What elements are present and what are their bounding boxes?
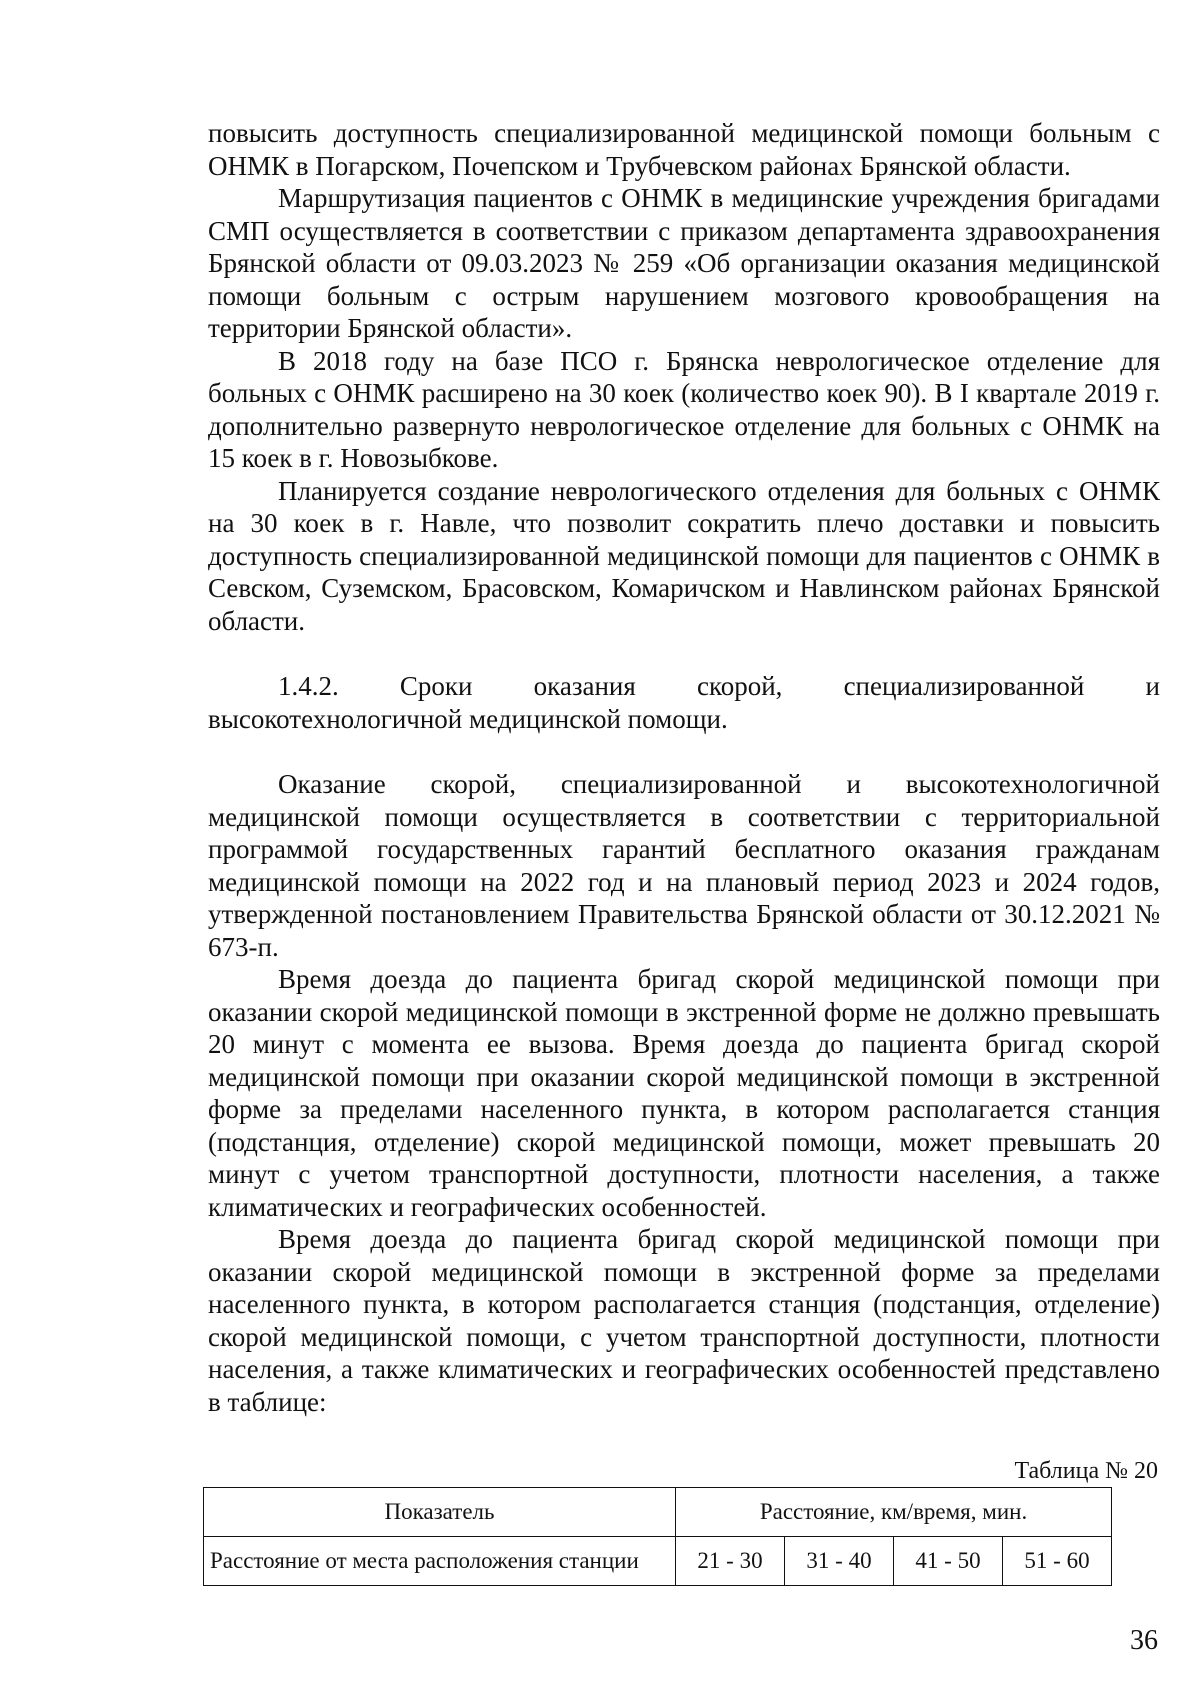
page-number: 36: [1130, 1625, 1158, 1656]
table-header-cell: Расстояние, км/время, мин.: [676, 1488, 1112, 1537]
table-caption: Таблица № 20: [1014, 1458, 1158, 1484]
table-cell: 41 - 50: [894, 1537, 1003, 1586]
paragraph: Время доезда до пациента бригад скорой медицинской помощи при оказании скорой медицинской помощи в экстренной форме за пределами населенного пункта, в котором располагается станция (подстанция, отделение) скорой медицинской помощи, с учетом транспортной доступности, плотности населения, а также климатических и географических особенностей представлено в таблице:: [208, 1224, 1160, 1417]
paragraph: Планируется создание неврологического отделения для больных с ОНМК на 30 коек в г. Навле, что позволит сократить плечо доставки и повысить доступность специализированной медицинской помощи для пациентов с ОНМК в Севском, Суземском, Брасовском, Комаричском и Навлинском районах Брянской области.: [208, 475, 1160, 636]
heading-word: специализированной: [843, 671, 1085, 701]
section-heading-line2: высокотехнологичной медицинской помощи.: [208, 703, 728, 734]
table-header-cell: Показатель: [204, 1488, 676, 1537]
table-row: [204, 1537, 1112, 1586]
table-cell: Расстояние от места расположения станции: [204, 1537, 676, 1586]
table-container: [203, 1487, 1112, 1586]
section-heading-line1: [208, 670, 1160, 703]
table-cell: 51 - 60: [1003, 1537, 1112, 1586]
heading-word: и: [1145, 671, 1160, 701]
heading-word: скорой,: [696, 671, 783, 701]
table-cell: 31 - 40: [785, 1537, 894, 1586]
section-heading: [208, 670, 1160, 735]
heading-word: 1.4.2.: [278, 671, 339, 701]
paragraph: Время доезда до пациента бригад скорой медицинской помощи при оказании скорой медицинской помощи в экстренной форме не должно превышать 20 минут с момента ее вызова. Время доезда до пациента бригад скорой медицинской помощи при оказании скорой медицинской помощи в экстренной форме за пределами населенного пункта, в котором располагается станция (подстанция, отделение) скорой медицинской помощи, может превышать 20 минут с учетом транспортной доступности, плотности населения, а также климатических и географических особенностей.: [208, 964, 1160, 1222]
paragraph: повысить доступность специализированной медицинской помощи больным с ОНМК в Погарском, Почепском и Трубчевском районах Брянской области.: [208, 118, 1160, 181]
paragraph: Оказание скорой, специализированной и высокотехнологичной медицинской помощи осуществляется в соответствии с территориальной программой государственных гарантий бесплатного оказания гражданам медицинской помощи на 2022 год и на плановый период 2023 и 2024 годов, утвержденной постановлением Правительства Брянской области от 30.12.2021 № 673-п.: [208, 769, 1160, 962]
top-text-block: [208, 117, 1160, 637]
heading-word: Сроки: [399, 671, 473, 701]
table-header-row: [204, 1488, 1112, 1537]
paragraph: Маршрутизация пациентов с ОНМК в медицинские учреждения бригадами СМП осуществляется в соответствии с приказом департамента здравоохранения Брянской области от 09.03.2023 № 259 «Об организации оказания медицинской помощи больным с острым нарушением мозгового кровообращения на территории Брянской области».: [208, 183, 1160, 343]
distance-table: [203, 1487, 1112, 1586]
table-cell: 21 - 30: [676, 1537, 785, 1586]
heading-word: оказания: [533, 671, 636, 701]
main-text-block: [208, 768, 1160, 1418]
paragraph: В 2018 году на базе ПСО г. Брянска неврологическое отделение для больных с ОНМК расширено на 30 коек (количество коек 90). В I квартале 2019 г. дополнительно развернуто неврологическое отделение для больных с ОНМК на 15 коек в г. Новозыбкове.: [208, 345, 1160, 473]
